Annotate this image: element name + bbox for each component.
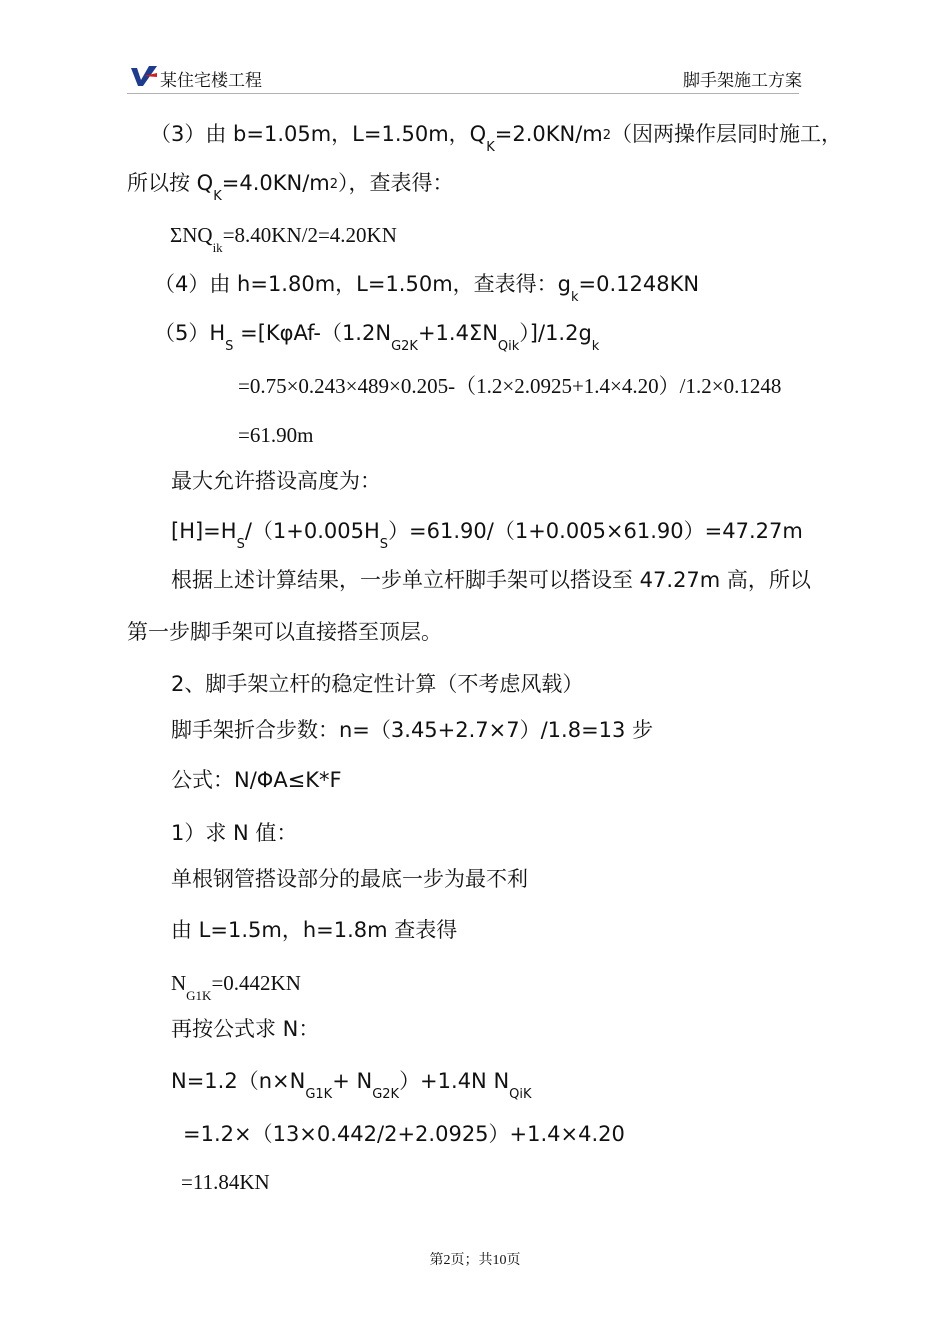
text-line-5: $(5)H_S =[K\varphi Af-(1.2N_{G2K}+1.4\Sigma N_{Qik})]/1.2g_k$: [154, 321, 600, 354]
text-line-13: 脚手架折合步数：n=（3.45+2.7×7）/1.8=13 步: [171, 718, 654, 742]
text-line-21: =1.2×（13×0.442/2+2.0925）+1.4×4.20: [183, 1122, 625, 1146]
text-line-19: 再按公式求 N：: [171, 1017, 320, 1041]
text-line-7: =61.90m: [238, 423, 314, 447]
text-line-12: 2、脚手架立杆的稳定性计算（不考虑风载）: [171, 672, 584, 696]
header-doc-title: 脚手架施工方案: [683, 71, 802, 91]
page-number-footer: 第2页；共10页: [429, 1253, 521, 1268]
text-line-10: 根据上述计算结果，一步单立杆脚手架可以搭设至 47.27m 高，所以: [171, 568, 811, 592]
text-line-16: 单根钢管搭设部分的最底一步为最不利: [171, 867, 528, 891]
text-line-18: $N_{G1K}=0.442KN$: [171, 971, 301, 1003]
text-line-22: =11.84KN: [181, 1170, 270, 1194]
text-line-6: =0.75×0.243×489×0.205-（1.2×2.0925+1.4×4.20）/1.2×0.1248: [238, 374, 782, 398]
text-line-3: $\Sigma NQ_{ik}=8.40KN/2=4.20KN$: [170, 223, 397, 255]
text-line-17: 由 L=1.5m，h=1.8m 查表得: [171, 918, 458, 942]
text-line-11: 第一步脚手架可以直接搭至顶层。: [127, 620, 442, 644]
header-company: 某住宅楼工程: [160, 71, 262, 91]
text-line-1: （3）由 b=1.05m，L=1.50m，$Q_K=2.0KN/m2$（因两操作层同时施工，: [150, 122, 843, 155]
text-line-9: $[H]=H_S/(1+0.005H_S)=61.90/(1+0.005\times 61.90)=47.27m$: [171, 519, 803, 552]
company-logo-icon: [129, 64, 159, 88]
text-line-15: 1）求 N 值：: [171, 821, 298, 845]
text-line-14: 公式：N/ΦA≤K*F: [171, 768, 342, 792]
text-line-8: 最大允许搭设高度为：: [171, 469, 381, 493]
text-line-2: 所以按 $Q_K=4.0KN/m2$），查表得：: [127, 171, 454, 204]
text-line-20: $N=1.2(n\times N_{G1K}+ N_{G2K})+1.4N$ $N_{QiK}$: [171, 1069, 532, 1102]
header-divider: [127, 93, 799, 94]
text-line-4: （4）由 h=1.80m，L=1.50m，查表得：$g_k=0.1248KN$: [154, 272, 700, 305]
